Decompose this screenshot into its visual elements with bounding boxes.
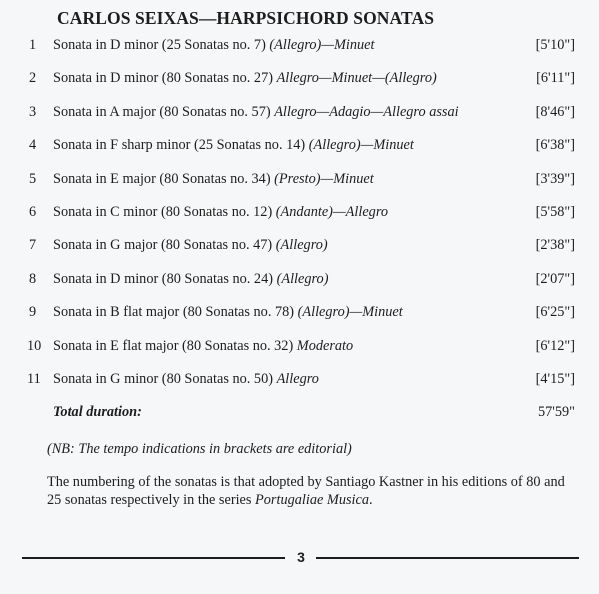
- track-duration: [8'46"]: [535, 103, 575, 120]
- track-number: 11: [27, 371, 41, 387]
- track-tempo: (Allegro)—Minuet: [297, 304, 403, 321]
- track-tempo: Allegro—Adagio—Allegro assai: [274, 103, 459, 120]
- track-row: [0, 70, 599, 90]
- track-tempo: Allegro—Minuet—(Allegro): [276, 70, 437, 87]
- track-duration: [3'39"]: [535, 170, 575, 187]
- track-description: [53, 271, 328, 288]
- track-tempo: (Allegro): [276, 270, 329, 287]
- total-duration-label: Total duration:: [53, 404, 142, 420]
- track-tempo: (Allegro)—Minuet: [269, 37, 375, 53]
- footer-rule-left: [22, 557, 285, 559]
- track-row: [0, 137, 599, 157]
- total-duration-row: [0, 404, 599, 424]
- footer-rule-right: [316, 557, 579, 559]
- track-number: 4: [29, 137, 37, 154]
- track-duration: [6'25"]: [535, 304, 575, 321]
- track-number: 2: [29, 70, 37, 87]
- track-duration: [6'12"]: [535, 337, 575, 354]
- track-description: [53, 304, 403, 321]
- track-description: [53, 237, 328, 254]
- track-duration: [5'10"]: [535, 37, 575, 53]
- series-title: Portugaliae Musica: [255, 492, 370, 508]
- track-row: [0, 171, 599, 191]
- track-title: Sonata in F sharp minor (25 Sonatas no. 14): [53, 137, 309, 154]
- track-title: Sonata in D minor (80 Sonatas no. 27): [53, 70, 277, 87]
- track-description: [53, 137, 414, 154]
- track-row: [0, 338, 599, 358]
- track-number: 7: [29, 237, 37, 254]
- track-tempo: Allegro: [276, 371, 319, 387]
- track-title: Sonata in G major (80 Sonatas no. 47): [53, 237, 276, 254]
- track-title: Sonata in B flat major (80 Sonatas no. 78): [53, 304, 298, 321]
- track-duration: [6'11"]: [536, 70, 575, 87]
- track-number: 8: [29, 270, 37, 287]
- page-title: CARLOS SEIXAS—HARPSICHORD SONATAS: [57, 8, 435, 28]
- track-number: 9: [29, 304, 37, 321]
- track-title: Sonata in E flat major (80 Sonatas no. 32): [53, 337, 297, 354]
- track-row: [0, 271, 599, 291]
- track-description: [53, 371, 319, 388]
- track-row: [0, 237, 599, 257]
- track-title: Sonata in D minor (80 Sonatas no. 24): [53, 270, 277, 287]
- page-number: 3: [297, 549, 305, 565]
- track-row: [0, 37, 599, 57]
- track-description: [53, 204, 388, 221]
- track-number: 3: [29, 103, 37, 120]
- track-tempo: (Allegro): [275, 237, 328, 254]
- track-title: Sonata in G minor (80 Sonatas no. 50): [53, 371, 277, 387]
- track-duration: [4'15"]: [535, 371, 575, 387]
- track-number: 1: [29, 37, 37, 53]
- track-tempo: (Andante)—Allegro: [275, 204, 389, 220]
- numbering-note-text: The numbering of the sonatas is that adopted by Santiago Kastner in his editions of 80 and 25 sonatas respectively in the series: [47, 474, 565, 508]
- track-title: Sonata in D minor (25 Sonatas no. 7): [53, 37, 270, 53]
- track-description: [53, 37, 375, 54]
- track-number: 5: [29, 170, 37, 187]
- track-description: [53, 338, 353, 355]
- track-number: 10: [27, 337, 42, 354]
- track-row: [0, 104, 599, 124]
- track-description: [53, 70, 437, 87]
- track-description: [53, 104, 459, 121]
- track-tempo: (Presto)—Minuet: [274, 170, 374, 187]
- track-duration: [2'07"]: [535, 270, 575, 287]
- track-title: Sonata in E major (80 Sonatas no. 34): [53, 170, 275, 187]
- track-row: [0, 304, 599, 324]
- track-title: Sonata in A major (80 Sonatas no. 57): [53, 103, 275, 120]
- track-row: [0, 204, 599, 224]
- track-duration: [6'38"]: [535, 137, 575, 154]
- track-row: [0, 371, 599, 391]
- editorial-note: (NB: The tempo indications in brackets are editorial): [47, 441, 352, 457]
- numbering-note-end: .: [369, 492, 373, 508]
- track-description: [53, 171, 374, 188]
- track-duration: [5'58"]: [535, 204, 575, 220]
- total-duration-value: 57'59": [537, 404, 575, 420]
- track-tempo: Moderato: [296, 337, 354, 354]
- track-duration: [2'38"]: [535, 237, 575, 254]
- track-tempo: (Allegro)—Minuet: [308, 137, 414, 154]
- track-title: Sonata in C minor (80 Sonatas no. 12): [53, 204, 276, 220]
- numbering-note: [47, 473, 577, 509]
- track-number: 6: [29, 204, 37, 220]
